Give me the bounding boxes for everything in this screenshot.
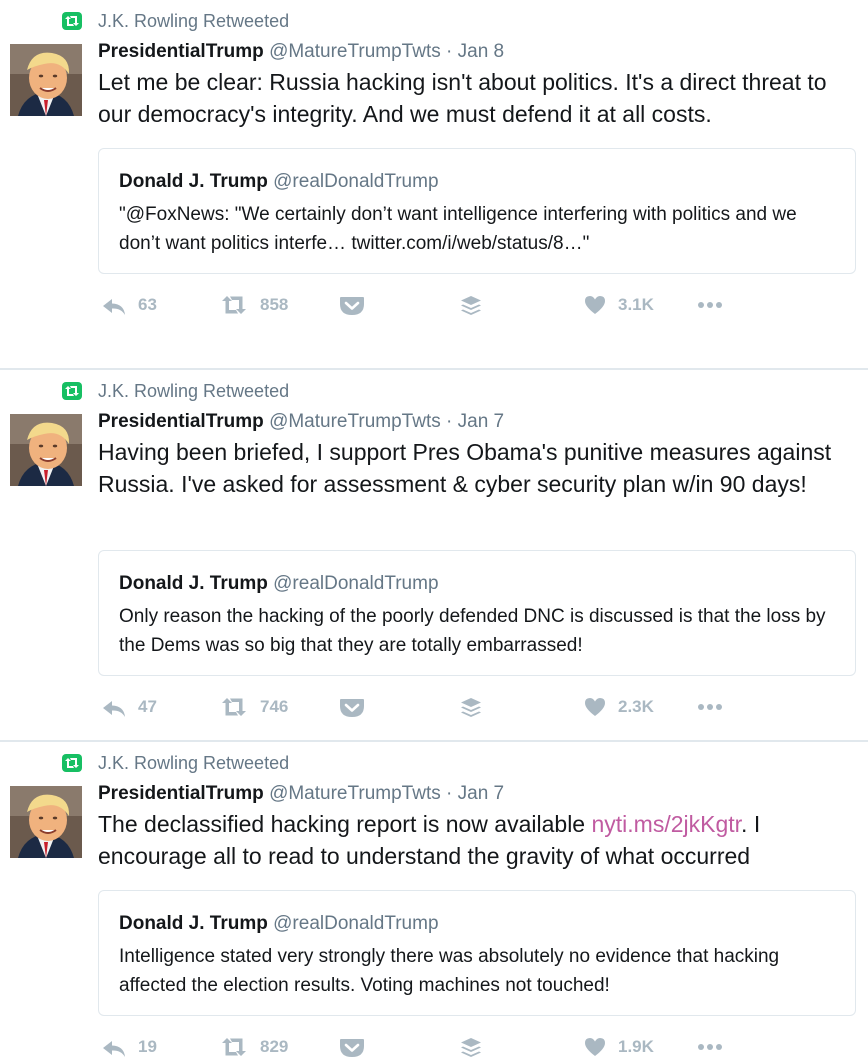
retweet-count: 829 — [260, 1037, 289, 1056]
quoted-author-name: Donald J. Trump — [119, 573, 268, 594]
pocket-icon — [339, 696, 365, 718]
avatar[interactable] — [10, 414, 82, 486]
tweet[interactable] — [0, 0, 868, 370]
retweet-context[interactable] — [62, 752, 289, 774]
quoted-tweet-text: "@FoxNews: "We certainly don’t want intelligence interfering with politics and we don’t want politics interfe… twitter.com/i/web/status/8…" — [119, 204, 797, 254]
like-button[interactable] — [584, 1032, 654, 1062]
heart-icon — [584, 1036, 606, 1058]
tweet-date[interactable]: · Jan 7 — [446, 783, 505, 804]
tweet-header — [98, 41, 504, 63]
author-handle[interactable]: @MatureTrumpTwts — [269, 41, 441, 62]
tweet[interactable] — [0, 370, 868, 742]
reply-count: 63 — [138, 295, 157, 314]
like-button[interactable] — [584, 692, 654, 722]
retweet-button[interactable] — [220, 692, 288, 722]
retweet-badge-icon — [62, 12, 82, 30]
retweet-context-label: J.K. Rowling Retweeted — [98, 380, 290, 401]
tweet-text-part: . I encourage all to read to understand the gravity of what occurred — [98, 811, 761, 869]
buffer-icon — [460, 295, 482, 316]
reply-icon — [100, 1036, 126, 1058]
heart-icon — [584, 294, 606, 316]
quoted-tweet[interactable] — [98, 550, 856, 676]
retweet-badge-icon — [62, 754, 82, 772]
reply-button[interactable] — [100, 1032, 157, 1062]
retweet-button[interactable] — [220, 290, 288, 320]
tweet-text-part: The declassified hacking report is now available — [98, 811, 592, 837]
tweet-link[interactable]: nyti.ms/2jkKgtr — [591, 811, 742, 837]
like-count: 2.3K — [618, 697, 654, 716]
quoted-author-handle: @realDonaldTrump — [273, 573, 439, 594]
quoted-tweet-header — [119, 913, 837, 935]
pocket-button[interactable] — [339, 290, 365, 320]
reply-count: 47 — [138, 697, 157, 716]
retweet-context-label: J.K. Rowling Retweeted — [98, 752, 290, 773]
tweet-text — [98, 808, 858, 872]
quoted-tweet[interactable] — [98, 148, 856, 274]
retweet-badge-icon — [62, 382, 82, 400]
quoted-tweet-header — [119, 171, 837, 193]
quoted-author-name: Donald J. Trump — [119, 171, 268, 192]
buffer-icon — [460, 697, 482, 718]
like-count: 1.9K — [618, 1037, 654, 1056]
retweet-button[interactable] — [220, 1032, 288, 1062]
tweet-date[interactable]: · Jan 7 — [446, 411, 505, 432]
tweet-actions — [98, 692, 778, 722]
like-count: 3.1K — [618, 295, 654, 314]
quoted-tweet[interactable] — [98, 890, 856, 1016]
author-handle[interactable]: @MatureTrumpTwts — [269, 411, 441, 432]
reply-button[interactable] — [100, 290, 157, 320]
more-button[interactable] — [698, 1032, 722, 1062]
more-icon — [698, 703, 722, 711]
retweet-context-label: J.K. Rowling Retweeted — [98, 10, 290, 31]
reply-count: 19 — [138, 1037, 157, 1056]
tweet-header — [98, 411, 504, 433]
reply-icon — [100, 294, 126, 316]
quoted-author-name: Donald J. Trump — [119, 913, 268, 934]
more-button[interactable] — [698, 290, 722, 320]
retweet-count: 746 — [260, 697, 289, 716]
author-name[interactable]: PresidentialTrump — [98, 41, 264, 62]
tweet-text: Let me be clear: Russia hacking isn't about politics. It's a direct threat to our democracy's integrity. And we must defend it at all costs. — [98, 69, 827, 127]
author-name[interactable]: PresidentialTrump — [98, 411, 264, 432]
retweet-context[interactable] — [62, 380, 289, 402]
retweet-count: 858 — [260, 295, 289, 314]
quoted-tweet-text: Only reason the hacking of the poorly defended DNC is discussed is that the loss by the Dems was so big that they are totally embarrassed! — [119, 606, 826, 656]
tweet-text: Having been briefed, I support Pres Obama's punitive measures against Russia. I've asked for assessment & cyber security plan w/in 90 days! — [98, 439, 832, 497]
retweet-icon — [220, 294, 248, 316]
more-icon — [698, 301, 722, 309]
buffer-button[interactable] — [460, 1032, 482, 1062]
buffer-button[interactable] — [460, 290, 482, 320]
pocket-icon — [339, 1036, 365, 1058]
buffer-icon — [460, 1037, 482, 1058]
tweet-actions — [98, 290, 778, 320]
heart-icon — [584, 696, 606, 718]
avatar[interactable] — [10, 786, 82, 858]
reply-button[interactable] — [100, 692, 157, 722]
quoted-tweet-text: Intelligence stated very strongly there was absolutely no evidence that hacking affected the election results. Voting machines not touched! — [119, 946, 780, 996]
avatar[interactable] — [10, 44, 82, 116]
like-button[interactable] — [584, 290, 654, 320]
pocket-button[interactable] — [339, 1032, 365, 1062]
more-icon — [698, 1043, 722, 1051]
pocket-button[interactable] — [339, 692, 365, 722]
more-button[interactable] — [698, 692, 722, 722]
author-handle[interactable]: @MatureTrumpTwts — [269, 783, 441, 804]
tweet-date[interactable]: · Jan 8 — [446, 41, 505, 62]
tweet-header — [98, 783, 504, 805]
retweet-icon — [220, 1036, 248, 1058]
pocket-icon — [339, 294, 365, 316]
retweet-icon — [220, 696, 248, 718]
tweet[interactable] — [0, 742, 868, 1056]
quoted-author-handle: @realDonaldTrump — [273, 913, 439, 934]
tweet-actions — [98, 1032, 778, 1062]
author-name[interactable]: PresidentialTrump — [98, 783, 264, 804]
retweet-context[interactable] — [62, 10, 289, 32]
reply-icon — [100, 696, 126, 718]
buffer-button[interactable] — [460, 692, 482, 722]
quoted-tweet-header — [119, 573, 837, 595]
quoted-author-handle: @realDonaldTrump — [273, 171, 439, 192]
